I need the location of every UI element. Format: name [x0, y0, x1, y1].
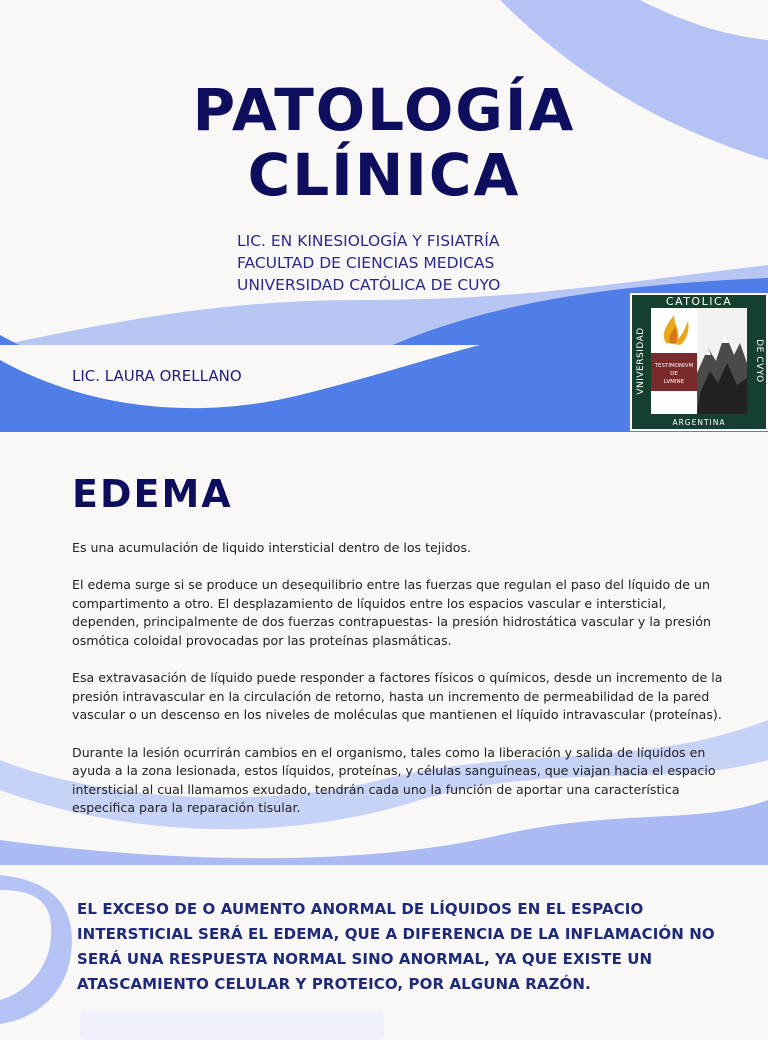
seal-bottom-text: ARGENTINA: [672, 418, 726, 427]
section-body: [72, 539, 732, 837]
seal-left-text: VNIVERSIDAD: [636, 327, 646, 395]
university-seal: [630, 293, 768, 431]
program-line-2: FACULTAD DE CIENCIAS MEDICAS: [237, 254, 495, 272]
seal-banner-line-1: TESTIMONIVM: [654, 363, 694, 369]
bottom-left-swoosh: [0, 875, 72, 1024]
callout-text: EL EXCESO DE O AUMENTO ANORMAL DE LÍQUIDOS EN EL ESPACIO INTERSTICIAL SERÁ EL EDEMA, QUE A DIFERENCIA DE LA INFLAMACIÓN NO SERÁ UNA RESPUESTA NORMAL SINO ANORMAL, YA QUE EXISTE UN ATASCAMIENTO CELULAR Y PROTEICO, POR ALGUNA RAZÓN.: [77, 900, 715, 993]
page-title-line-1: PATOLOGÍA: [192, 76, 576, 144]
paragraph-2: El edema surge si se produce un desequilibrio entre las fuerzas que regulan el paso del líquido de un compartimento a otro. El desplazamiento de líquidos entre los espacios vascular e intersticial, dependen, principalmente de dos fuerzas contrapuestas- la presión hidrostática vascular y la presión osmótica coloidal provocadas por las proteínas plasmáticas.: [72, 577, 711, 648]
page-title-line-2: CLÍNICA: [247, 141, 521, 209]
paragraph-3: Esa extravasación de líquido puede responder a factores físicos o químicos, desde un incremento de la presión intravascular en la circulación de retorno, hasta un incremento de permeabilidad de la pared vascular o un descenso en los niveles de moléculas que mantienen el líquido intravascular (proteínas).: [72, 670, 723, 723]
seal-right-text: DE CVYO: [754, 339, 764, 383]
section-title: EDEMA: [72, 472, 233, 516]
author-name: LIC. LAURA ORELLANO: [72, 367, 242, 385]
seal-top-text: CATOLICA: [665, 295, 733, 308]
paragraph-4: Durante la lesión ocurrirán cambios en el organismo, tales como la liberación y salida de líquidos en ayuda a la zona lesionada, estos líquidos, proteínas, y células sanguíneas, que viajan hacia el espacio intersticial al cual llamamos exudado, tendrán cada uno la función de aportar una característica especifica para la reparación tisular.: [72, 744, 716, 816]
seal-banner-line-2: DE: [670, 371, 678, 377]
seal-banner-line-3: LVMINE: [663, 379, 685, 385]
program-line-3: UNIVERSIDAD CATÓLICA DE CUYO: [237, 276, 501, 294]
seal-emblem-icon: [630, 293, 768, 431]
bottom-box: [80, 1010, 384, 1040]
paragraph-1: Es una acumulación de liquido intersticial dentro de los tejidos.: [72, 540, 472, 555]
program-line-1: LIC. EN KINESIOLOGÍA Y FISIATRÍA: [237, 232, 500, 250]
